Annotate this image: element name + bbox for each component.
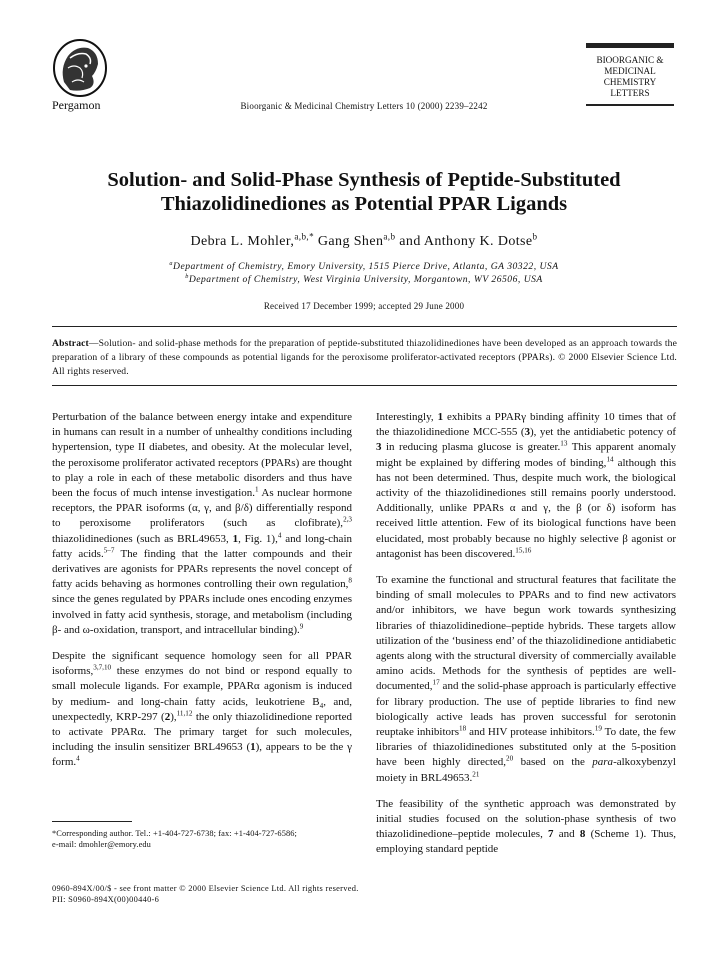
abstract-label: Abstract [52, 338, 89, 349]
author-affil-mark: b [532, 231, 538, 242]
citation-ref: 5–7 [103, 546, 115, 555]
paragraph [376, 573, 676, 786]
text-run: thiazolidinediones (such as BRL49653, [52, 532, 233, 545]
compound-number: 1 [437, 411, 444, 423]
compound-number: 3 [376, 441, 382, 454]
journal-badge-line: LETTERS [610, 88, 650, 98]
citation-ref: 4 [76, 754, 80, 763]
publisher-logo [52, 38, 108, 98]
citation-ref: 3,7,10 [93, 663, 112, 672]
journal-badge-line: MEDICINAL [604, 66, 656, 76]
subscript: 4 [319, 701, 324, 710]
abstract-text: —Solution- and solid-phase methods for the preparation of peptide-substituted thiazolidinediones have been developed as an approach towards the preparation of a library of these compounds as potential ligands for the peroxisome proliferator-activated receptors (PPARs). © 2000 Elsevier Science Ltd. All rights reserved. [52, 338, 677, 377]
compound-number: 1 [232, 532, 239, 545]
compound-number: 2 [164, 710, 171, 723]
citation-ref: 4 [277, 530, 282, 539]
citation-ref: 11,12 [176, 709, 193, 718]
citation-ref: 21 [472, 770, 480, 779]
author-name: Debra L. Mohler, [190, 234, 295, 249]
text-run: The finding that the latter compounds and their derivatives are agonists for PPARs represents the novel concept of fatty acids behaving as hormones controlling their own regulation, [52, 547, 353, 591]
affiliation-a [0, 261, 728, 272]
journal-badge [588, 55, 672, 99]
right-column [376, 410, 676, 869]
affiliation-mark: b [185, 272, 189, 280]
abstract [52, 337, 677, 379]
citation-ref: 18 [459, 724, 467, 733]
paragraph [376, 797, 676, 858]
text-run: although this has not been determined. Thus, despite much work, the biological activity of the thiazolidinediones still remains poorly understood. Additionally, unlike PPARs α and γ, the β (or δ) isoform has received little attention. Few of its biological functions have been elucidated, most probably because no highly selective β agonist or antagonist has been discovered. [376, 456, 676, 560]
affiliation-text: Department of Chemistry, Emory University, 1515 Pierce Drive, Atlanta, GA 30322, USA [173, 261, 559, 272]
text-run: and the solid-phase approach is particularly effective for library production. The use of peptide libraries to find new biologically active leads has proven successful for serotonin reuptake inhibitors [376, 680, 676, 739]
citation-ref: 2,3 [343, 515, 352, 524]
paragraph [52, 410, 352, 638]
text-run: (Scheme 1). Thus, employing standard peptide [376, 828, 677, 856]
copyright-block [52, 883, 359, 905]
copyright-line: 0960-894X/00/$ - see front matter © 2000 Elsevier Science Ltd. All rights reserved. [52, 884, 359, 893]
affiliation-mark: a [169, 259, 174, 267]
text-run: and [553, 828, 580, 841]
footnote-line: *Corresponding author. Tel.: +1-404-727-6738; fax: +1-404-727-6586; [52, 829, 297, 838]
text-run: Perturbation of the balance between energy intake and expenditure in humans can result in a number of unhealthy conditions including hypertension, type II diabetes, and obesity. At the molecular level, the peroxisome proliferator activated receptors (PPARs) are thought to play a role in each of these metabolic disorders and thus have been the focus of much intense investigation. [52, 411, 352, 500]
title-line: Thiazolidinediones as Potential PPAR Ligands [160, 193, 568, 215]
text-run: ), yet the antidiabetic potency of [530, 426, 676, 439]
abstract-bottom-rule [52, 385, 677, 386]
abstract-top-rule [52, 326, 677, 327]
text-run: To date, the few libraries of thiazolidinediones substituted only at the 5-position have been highly directed, [376, 726, 676, 769]
citation-ref: 14 [606, 454, 614, 463]
text-run: To examine the functional and structural features that facilitate the binding of small molecules to PPARs and to find new activators and/or inhibitors, we have begun work towards synthesizing libraries of thiazolidinedione–peptide hybrids. These targets allow utilization of the ‘business end’ of the thiazolidinedione antidiabetic agents along with the structural diversity of commercially available amino acids. Methods for the synthesis of peptides are well-documented, [376, 574, 676, 693]
text-run: As nuclear hormone receptors, the PPAR isoforms (α, γ, and β/δ) differentially respond to peroxisome proliferators (such as clofibrate), [52, 487, 352, 530]
text-run: exhibits a PPARγ binding affinity 10 times that of the thiazolidinedione MCC-555 ( [376, 411, 676, 439]
citation-ref: 17 [432, 678, 440, 687]
citation-ref: 15,16 [515, 546, 532, 555]
author-name: and Anthony K. Dotse [395, 234, 533, 249]
compound-number: 7 [548, 828, 554, 841]
publisher-name: Pergamon [52, 98, 101, 112]
text-run: in reducing plasma glucose is greater. [381, 441, 561, 454]
citation-ref: 8 [348, 576, 352, 585]
compound-number: 1 [250, 741, 256, 754]
text-run: Despite the significant sequence homology seen for all PPAR isoforms, [52, 650, 352, 678]
received-dates: Received 17 December 1999; accepted 29 June 2000 [263, 301, 465, 311]
text-run: and HIV protease inhibitors. [466, 726, 595, 739]
pii-line: PII: S0960-894X(00)00440-6 [52, 895, 160, 904]
compound-number: 3 [524, 426, 531, 439]
text-run: Interestingly, [376, 411, 438, 423]
journal-badge-top-bar [586, 43, 674, 48]
text-run: the only thiazolidinedione reported to activate PPARα. The primary target for such molecules, including the insulin sensitizer BRL49653 ( [52, 710, 352, 754]
citation-ref: 20 [506, 754, 514, 763]
text-run: The feasibility of the synthetic approach was demonstrated by initial studies focused on the solution-phase synthesis of two thiazolidinedione–peptide molecules, [376, 797, 676, 841]
footnote-line: e-mail: dmohler@emory.edu [52, 840, 151, 849]
corresponding-author-footnote [52, 828, 352, 850]
text-run: This apparent anomaly might be explained by differing modes of binding, [376, 441, 677, 469]
text-run: ), [170, 710, 177, 723]
citation-ref: 13 [560, 439, 568, 448]
article-title [40, 168, 688, 216]
author-list [0, 231, 728, 250]
affiliation-text: Department of Chemistry, West Virginia University, Morgantown, WV 26506, USA [188, 274, 543, 285]
citation-ref: 1 [255, 485, 259, 494]
left-column [52, 410, 352, 782]
journal-badge-bottom-bar [586, 104, 674, 106]
author-name: Gang Shen [314, 234, 384, 249]
author-affil-mark: a,b [383, 231, 396, 242]
paragraph [376, 410, 676, 562]
journal-badge-line: CHEMISTRY [603, 77, 657, 87]
citation-ref: 9 [299, 622, 304, 631]
corresponding-mark: * [309, 231, 315, 242]
text-run: based on the [513, 756, 593, 769]
text-run: , Fig. 1), [238, 532, 278, 545]
title-line: Solution- and Solid-Phase Synthesis of Peptide-Substituted [107, 169, 621, 191]
text-run: -alkoxybenzyl moiety in BRL49653. [376, 756, 676, 784]
author-affil-mark: a,b, [294, 231, 310, 242]
paragraph [52, 649, 352, 771]
text-run: since the genes regulated by PPARs include ones encoding enzymes involved in fatty acid synthesis, storage, and metabolism (including β- and ω-oxidation, transport, and intracellular binding). [52, 593, 352, 636]
compound-number: 8 [579, 828, 586, 841]
italic-term: para [592, 756, 614, 769]
journal-citation: Bioorganic & Medicinal Chemistry Letters 10 (2000) 2239–2242 [240, 101, 488, 111]
text-run: these enzymes do not bind or respond equally to small molecule ligands. For example, PPARα agonism is induced by medium- and long-chain fatty acids, leukotriene B [52, 665, 352, 708]
text-run: , and, unexpectedly, KRP-297 ( [52, 695, 352, 723]
affiliation-b [0, 274, 728, 285]
journal-badge-line: BIOORGANIC & [596, 55, 664, 65]
text-run: and long-chain fatty acids. [52, 532, 352, 560]
citation-ref: 19 [594, 724, 602, 733]
footnote-rule [52, 821, 132, 822]
text-run: ), appears to be the γ form. [52, 741, 352, 769]
